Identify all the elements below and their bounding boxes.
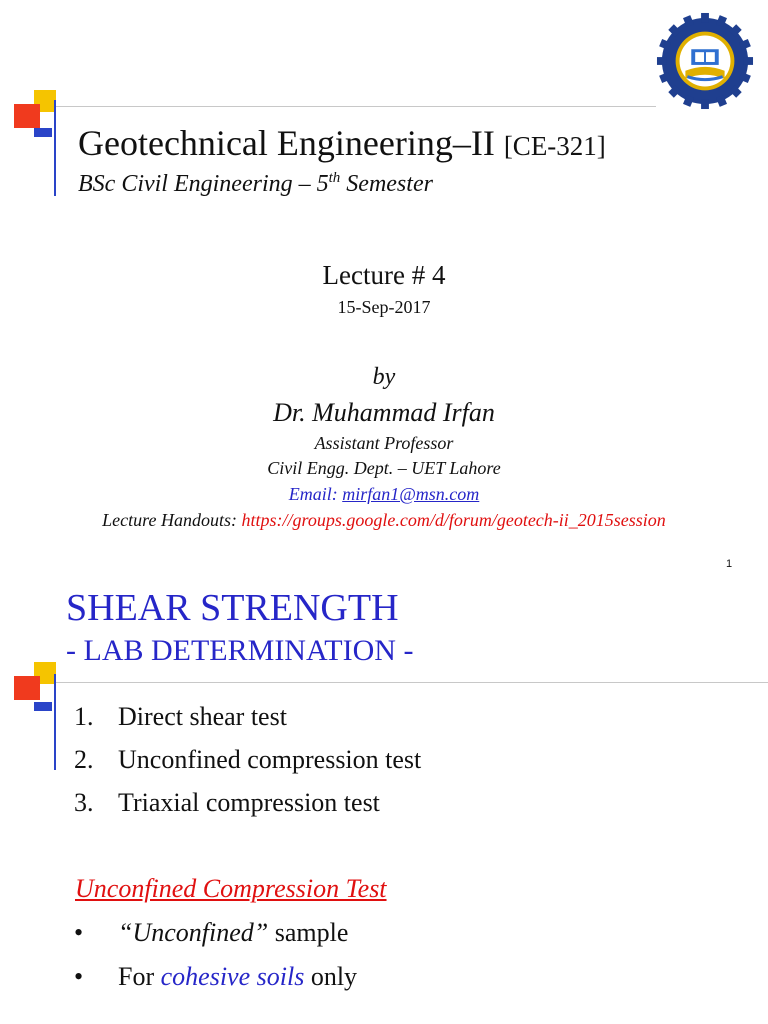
lecture-number: Lecture # 4 xyxy=(322,260,446,290)
decor-red-square xyxy=(14,104,40,128)
course-title xyxy=(78,122,606,164)
slide-subtitle: - LAB DETERMINATION - xyxy=(66,634,414,667)
university-seal-icon xyxy=(656,12,754,110)
title-divider xyxy=(56,106,656,107)
page-number: 1 xyxy=(726,558,733,570)
bullet-item xyxy=(74,962,357,992)
decor-red-square xyxy=(14,676,40,700)
email-label: Email: xyxy=(288,484,343,504)
decor-blue-bar xyxy=(34,128,52,137)
handouts-link[interactable]: https://groups.google.com/d/forum/geotech-ii_2015session xyxy=(241,510,666,530)
bullet-glyph: • xyxy=(74,918,84,947)
slide-2 xyxy=(0,578,768,1024)
decor-vertical-line xyxy=(54,674,56,770)
bullet-text: sample xyxy=(268,918,349,947)
slide-title: SHEAR STRENGTH xyxy=(66,587,399,629)
list-number: 2. xyxy=(74,745,94,774)
list-text: Direct shear test xyxy=(118,702,287,731)
list-number: 1. xyxy=(74,702,94,731)
course-subtitle xyxy=(78,170,433,198)
by-label: by xyxy=(372,364,396,390)
section-heading: Unconfined Compression Test xyxy=(75,874,387,903)
list-item xyxy=(74,702,287,732)
list-item xyxy=(74,788,380,818)
subtitle-text: BSc Civil Engineering – 5 xyxy=(78,171,329,197)
bullet-emphasis: “Unconfined” xyxy=(118,918,269,947)
decor-vertical-line xyxy=(54,100,56,196)
bullet-text-suffix: only xyxy=(304,962,358,991)
list-text: Unconfined compression test xyxy=(118,745,422,774)
course-code: [CE-321] xyxy=(503,131,606,161)
author-department: Civil Engg. Dept. – UET Lahore xyxy=(267,458,501,478)
author-position: Assistant Professor xyxy=(314,433,454,453)
list-number: 3. xyxy=(74,788,94,817)
author-email xyxy=(0,484,768,505)
title-divider xyxy=(56,682,768,683)
bullet-emphasis: cohesive soils xyxy=(160,962,305,991)
list-text: Triaxial compression test xyxy=(118,788,380,817)
decor-blue-bar xyxy=(34,702,52,711)
lecture-handouts xyxy=(0,510,768,531)
course-title-main: Geotechnical Engineering–II xyxy=(78,123,495,163)
author-name: Dr. Muhammad Irfan xyxy=(273,398,495,427)
bullet-glyph: • xyxy=(74,962,84,991)
bullet-text: For xyxy=(118,962,161,991)
handouts-label: Lecture Handouts: xyxy=(102,510,242,530)
subtitle-suffix: Semester xyxy=(340,171,433,197)
list-item xyxy=(74,745,421,775)
email-link[interactable]: mirfan1@msn.com xyxy=(342,484,480,504)
subtitle-superscript: th xyxy=(328,170,341,186)
lecture-date: 15-Sep-2017 xyxy=(337,297,431,317)
bullet-item xyxy=(74,918,348,948)
